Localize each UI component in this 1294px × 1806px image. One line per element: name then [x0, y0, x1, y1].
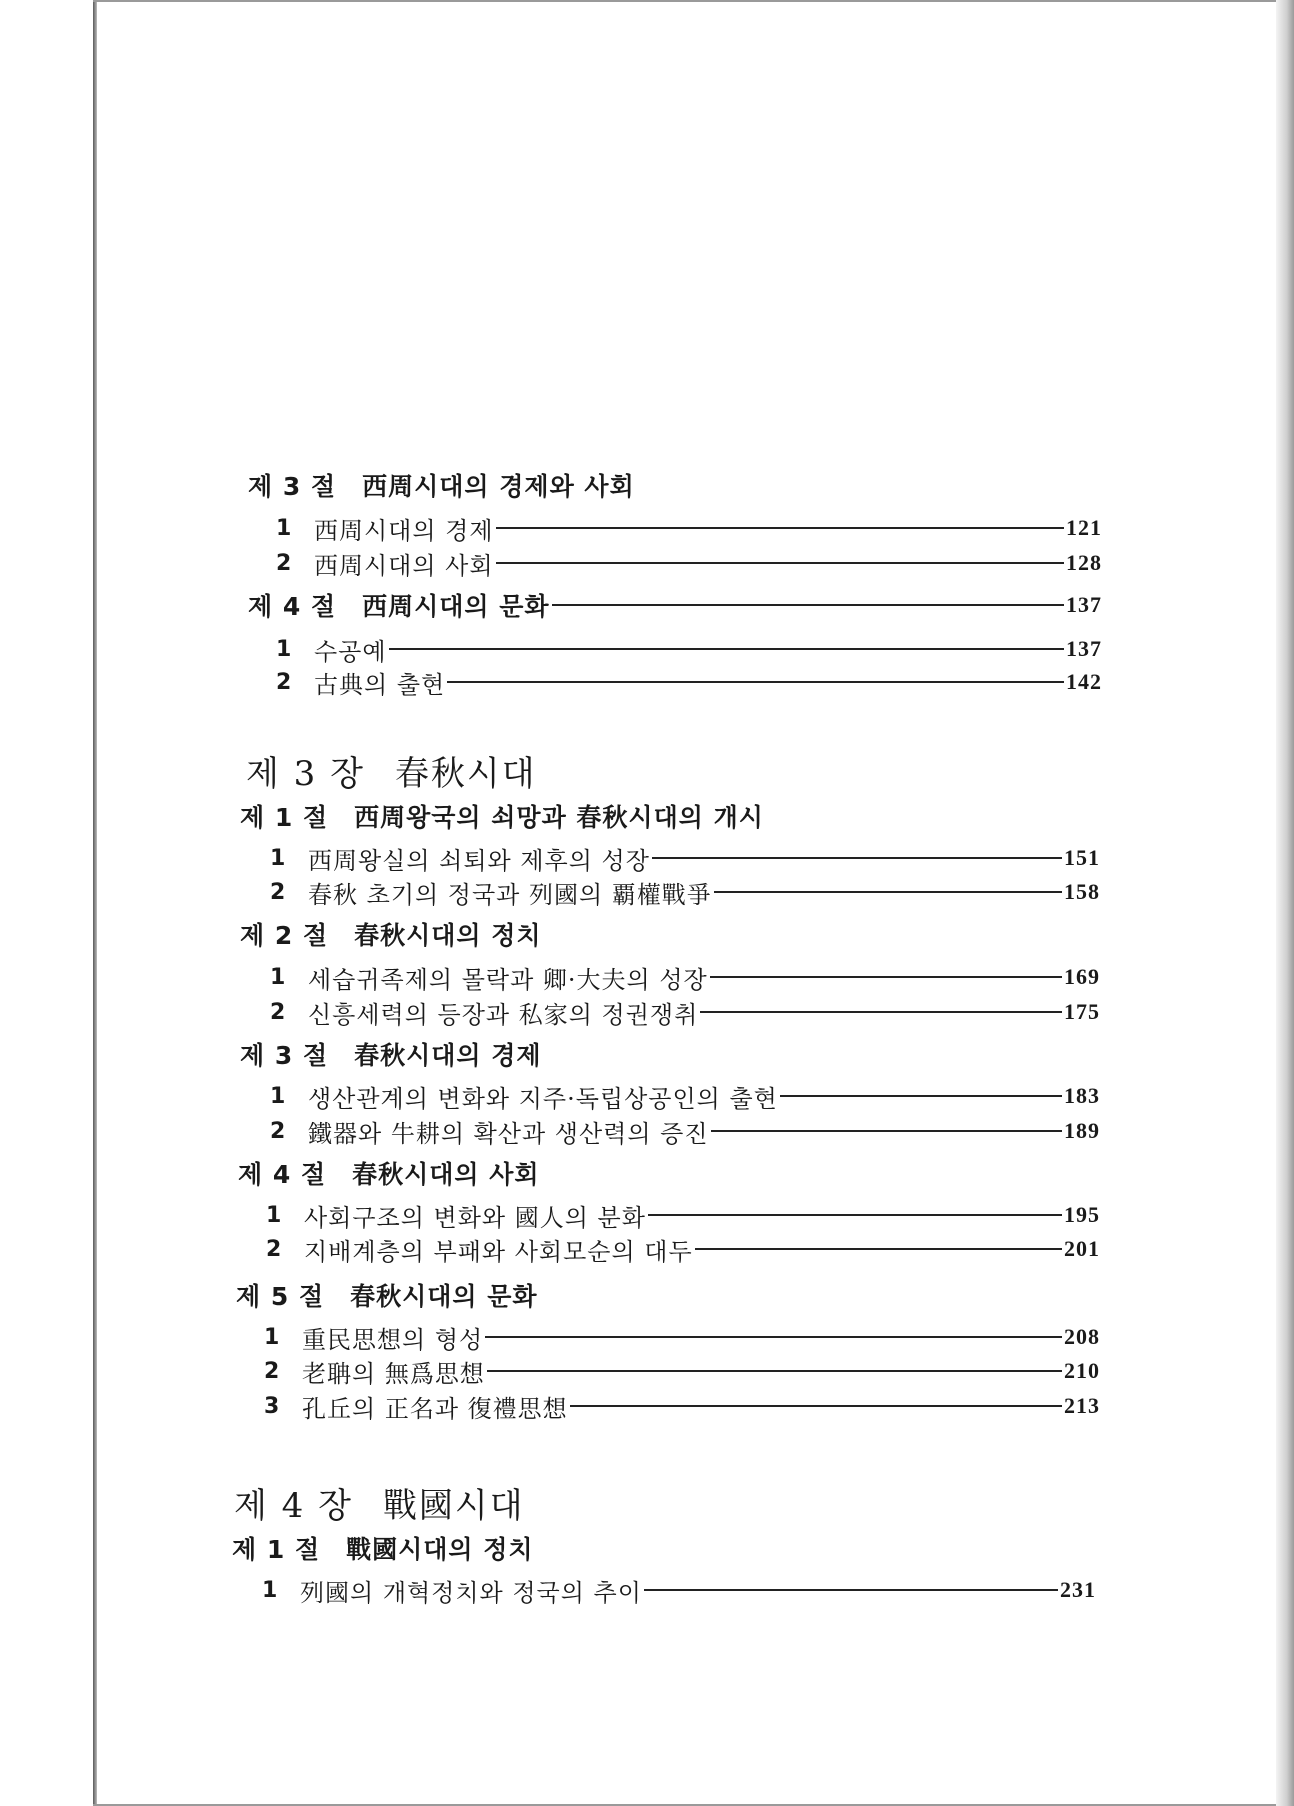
chapter-number: 제 4 장: [234, 1485, 353, 1526]
section-title: 春秋시대의 문화: [350, 1282, 538, 1311]
item-title: 세습귀족제의 몰락과 卿·大夫의 성장: [308, 965, 708, 994]
item-title: 지배계층의 부패와 사회모순의 대두: [304, 1237, 693, 1266]
item-number: 1: [270, 1083, 287, 1109]
page-number: 128: [1066, 550, 1102, 575]
page-number: 137: [1066, 592, 1102, 617]
section-title: 西周왕국의 쇠망과 春秋시대의 개시: [354, 803, 764, 832]
item-number: 1: [270, 964, 287, 990]
item-title: 수공예: [314, 637, 387, 666]
toc-item[interactable]: [270, 995, 1100, 1029]
page-edge-right: [1276, 0, 1294, 1806]
page-number: 189: [1064, 1118, 1100, 1143]
toc-section-heading[interactable]: [232, 1531, 1082, 1565]
toc-item[interactable]: [270, 1079, 1100, 1113]
item-number: 2: [270, 999, 287, 1025]
toc-item[interactable]: [276, 546, 1102, 580]
item-number: 1: [276, 515, 293, 541]
page-number: 137: [1066, 636, 1102, 661]
page-margin-left: [0, 0, 93, 1806]
item-title: 西周왕실의 쇠퇴와 제후의 성장: [308, 846, 650, 875]
page-number: 208: [1064, 1324, 1100, 1349]
toc-item[interactable]: [270, 960, 1100, 994]
page-number: 183: [1064, 1083, 1100, 1108]
item-title: 春秋 초기의 정국과 列國의 覇權戰爭: [308, 880, 712, 909]
dot-leader: [487, 1370, 1062, 1372]
section-number: 제 3 절: [248, 472, 337, 501]
chapter-title: 戰國시대: [382, 1485, 525, 1526]
item-title: 老聃의 無爲思想: [302, 1359, 485, 1388]
dot-leader: [695, 1248, 1062, 1250]
dot-leader: [485, 1336, 1062, 1338]
item-title: 西周시대의 경제: [314, 516, 494, 545]
page-number: 158: [1064, 879, 1100, 904]
item-number: 2: [266, 1236, 283, 1262]
item-number: 1: [266, 1202, 283, 1228]
page-number: 142: [1066, 669, 1102, 694]
dot-leader: [496, 527, 1064, 529]
item-title: 鐵器와 牛耕의 확산과 생산력의 증진: [308, 1119, 709, 1148]
dot-leader: [389, 648, 1064, 650]
toc-section-heading[interactable]: [236, 1278, 1086, 1312]
toc-item[interactable]: [264, 1389, 1100, 1423]
page-number: 201: [1064, 1236, 1100, 1261]
toc-item[interactable]: [270, 1114, 1100, 1148]
dot-leader: [711, 1130, 1062, 1132]
page-number: 169: [1064, 964, 1100, 989]
item-number: 2: [276, 550, 293, 576]
item-number: 2: [276, 669, 293, 695]
toc-item[interactable]: [262, 1573, 1096, 1607]
toc-item[interactable]: [266, 1232, 1100, 1266]
section-number: 제 1 절: [240, 803, 329, 832]
dot-leader: [644, 1589, 1058, 1591]
item-number: 2: [270, 879, 287, 905]
item-title: 孔丘의 正名과 復禮思想: [302, 1394, 568, 1423]
item-number: 1: [264, 1324, 281, 1350]
section-number: 제 5 절: [236, 1282, 325, 1311]
toc-item[interactable]: [270, 875, 1100, 909]
toc-chapter-heading[interactable]: [246, 746, 946, 794]
section-title: 春秋시대의 사회: [352, 1160, 540, 1189]
toc-item[interactable]: [276, 511, 1102, 545]
section-title: 戰國시대의 정치: [346, 1535, 534, 1564]
item-title: 사회구조의 변화와 國人의 분화: [304, 1203, 646, 1232]
item-title: 西周시대의 사회: [314, 551, 494, 580]
page-number: 151: [1064, 845, 1100, 870]
page-number: 121: [1066, 515, 1102, 540]
toc-section-heading[interactable]: [238, 1156, 1088, 1190]
dot-leader: [710, 976, 1062, 978]
dot-leader: [700, 1011, 1062, 1013]
item-number: 1: [276, 636, 293, 662]
dot-leader: [570, 1405, 1062, 1407]
item-title: 列國의 개혁정치와 정국의 추이: [300, 1578, 642, 1607]
item-title: 古典의 출현: [314, 670, 446, 699]
toc-chapter-heading[interactable]: [234, 1478, 934, 1526]
toc-item[interactable]: [264, 1320, 1100, 1354]
toc-item[interactable]: [276, 632, 1102, 666]
toc-section-heading[interactable]: [248, 468, 1098, 502]
dot-leader: [447, 681, 1064, 683]
toc-item[interactable]: [270, 841, 1100, 875]
item-number: 3: [264, 1393, 281, 1419]
section-number: 제 1 절: [232, 1535, 321, 1564]
toc-section-heading[interactable]: [240, 1037, 1090, 1071]
dot-leader: [714, 891, 1062, 893]
item-number: 1: [270, 845, 287, 871]
section-title: 西周시대의 문화: [362, 592, 550, 621]
toc-section-heading[interactable]: [240, 917, 1090, 951]
toc-item[interactable]: [276, 665, 1102, 699]
section-title: 春秋시대의 정치: [354, 921, 542, 950]
page-number: 210: [1064, 1358, 1100, 1383]
section-number: 제 4 절: [238, 1160, 327, 1189]
item-title: 重民思想의 형성: [302, 1325, 484, 1354]
toc-section-heading[interactable]: [248, 588, 1102, 622]
section-title: 西周시대의 경제와 사회: [362, 472, 635, 501]
dot-leader: [780, 1095, 1062, 1097]
dot-leader: [496, 562, 1064, 564]
chapter-title: 春秋시대: [394, 753, 537, 794]
item-title: 생산관계의 변화와 지주·독립상공인의 출현: [308, 1084, 778, 1113]
item-number: 2: [270, 1118, 287, 1144]
page-edge-top: [93, 0, 1276, 2]
chapter-number: 제 3 장: [246, 753, 365, 794]
dot-leader: [552, 604, 1064, 606]
toc-section-heading[interactable]: [240, 799, 1090, 833]
section-number: 제 4 절: [248, 592, 337, 621]
page-number: 213: [1064, 1393, 1100, 1418]
item-number: 2: [264, 1358, 281, 1384]
item-title: 신흥세력의 등장과 私家의 정권쟁취: [308, 1000, 699, 1029]
section-title: 春秋시대의 경제: [354, 1041, 542, 1070]
dot-leader: [652, 857, 1062, 859]
toc-item[interactable]: [266, 1198, 1100, 1232]
page-number: 195: [1064, 1202, 1100, 1227]
section-number: 제 2 절: [240, 921, 329, 950]
page-edge-left: [93, 0, 97, 1806]
item-number: 1: [262, 1577, 279, 1603]
toc-item[interactable]: [264, 1354, 1100, 1388]
dot-leader: [648, 1214, 1062, 1216]
page-number: 175: [1064, 999, 1100, 1024]
section-number: 제 3 절: [240, 1041, 329, 1070]
page-number: 231: [1060, 1577, 1096, 1602]
